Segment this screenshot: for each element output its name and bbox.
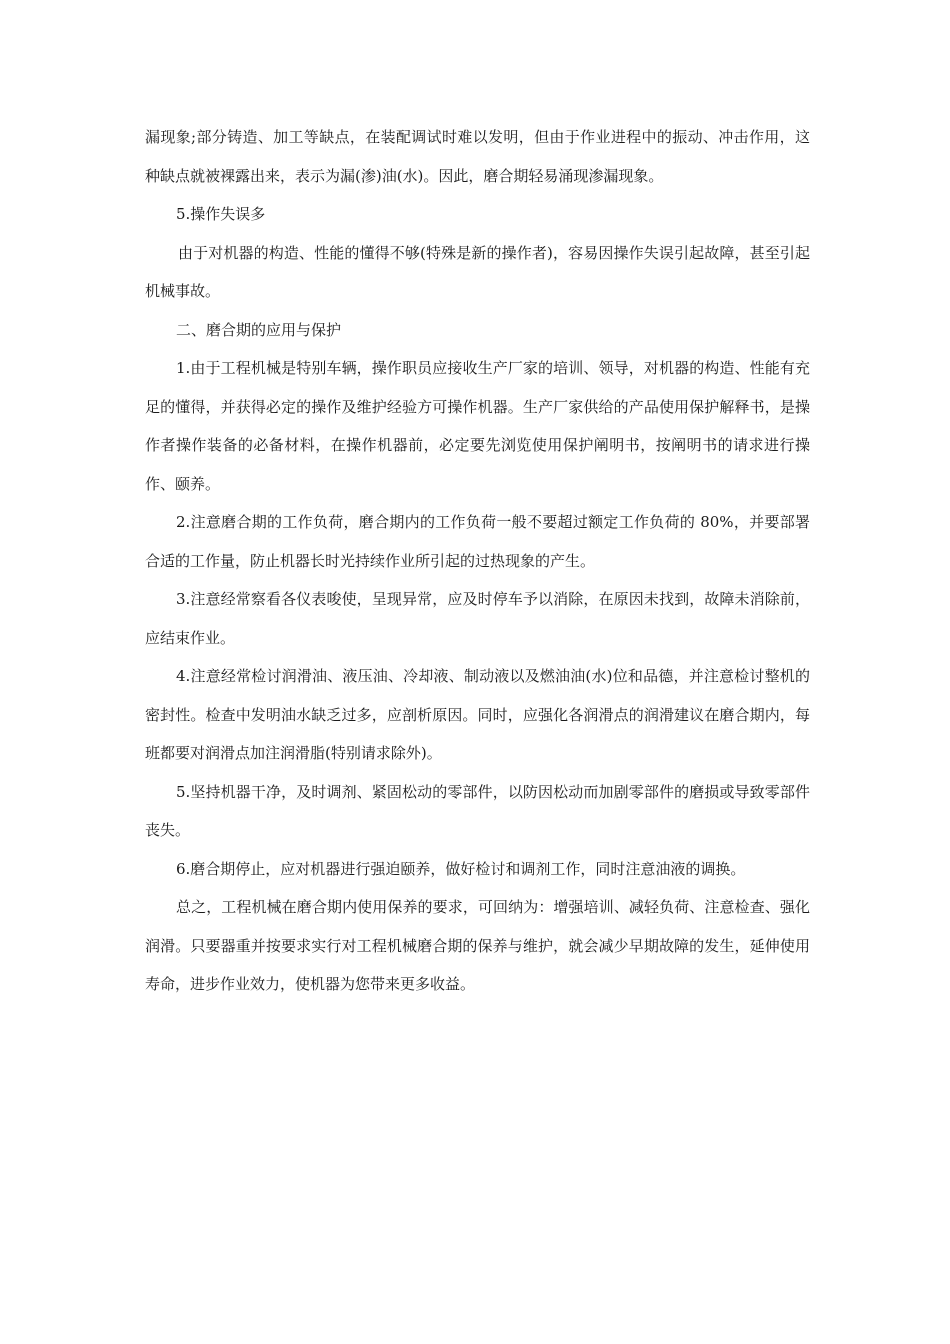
paragraph-item-1: 1.由于工程机械是特别车辆，操作职员应接收生产厂家的培训、领导，对机器的构造、性能有充足的懂得，并获得必定的操作及维护经验方可操作机器。生产厂家供给的产品使用保护解释书，是操作者操作装备的必备材料，在操作机器前，必定要先浏览使用保护阐明书，按阐明书的请求进行操作、颐养。 [145,359,810,493]
heading-operation-errors: 5.操作失误多 [176,205,266,223]
paragraph-item-4: 4.注意经常检讨润滑油、液压油、冷却液、制动液以及燃油油(水)位和品德，并注意检讨整机的密封性。检查中发明油水缺乏过多，应剖析原因。同时，应强化各润滑点的润滑建议在磨合期内，每班都要对润滑点加注润滑脂(特别请求除外)。 [145,667,810,762]
paragraph-item-2: 2.注意磨合期的工作负荷，磨合期内的工作负荷一般不要超过额定工作负荷的 80%，并要部署合适的工作量，防止机器长时光持续作业所引起的过热现象的产生。 [145,513,810,570]
paragraph-item-6: 6.磨合期停止，应对机器进行强迫颐养，做好检讨和调剂工作，同时注意油液的调换。 [176,859,746,878]
document-page [145,118,810,1004]
section-heading-usage-protection: 二、磨合期的应用与保护 [176,320,342,339]
paragraph-item-3: 3.注意经常察看各仪表唆使，呈现异常，应及时停车予以消除，在原因未找到，故障未消除前，应结束作业。 [145,590,810,647]
paragraph-operation-errors: 由于对机器的构造、性能的懂得不够(特殊是新的操作者)，容易因操作失误引起故障，甚至引起机械事故。 [145,243,810,300]
paragraph-item-5: 5.坚持机器干净，及时调剂、紧固松动的零部件，以防因松动而加剧零部件的磨损或导致零部件丧失。 [145,782,810,839]
paragraph-summary: 总之，工程机械在磨合期内使用保养的要求，可回纳为：增强培训、减轻负荷、注意检查、强化润滑。只要器重并按要求实行对工程机械磨合期的保养与维护，就会减少早期故障的发生，延伸使用寿命，进步作业效力，使机器为您带来更多收益。 [145,898,810,993]
paragraph-continuation: 漏现象;部分铸造、加工等缺点，在装配调试时难以发明，但由于作业进程中的振动、冲击作用，这种缺点就被裸露出来，表示为漏(渗)油(水)。因此，磨合期轻易涌现渗漏现象。 [145,128,810,185]
